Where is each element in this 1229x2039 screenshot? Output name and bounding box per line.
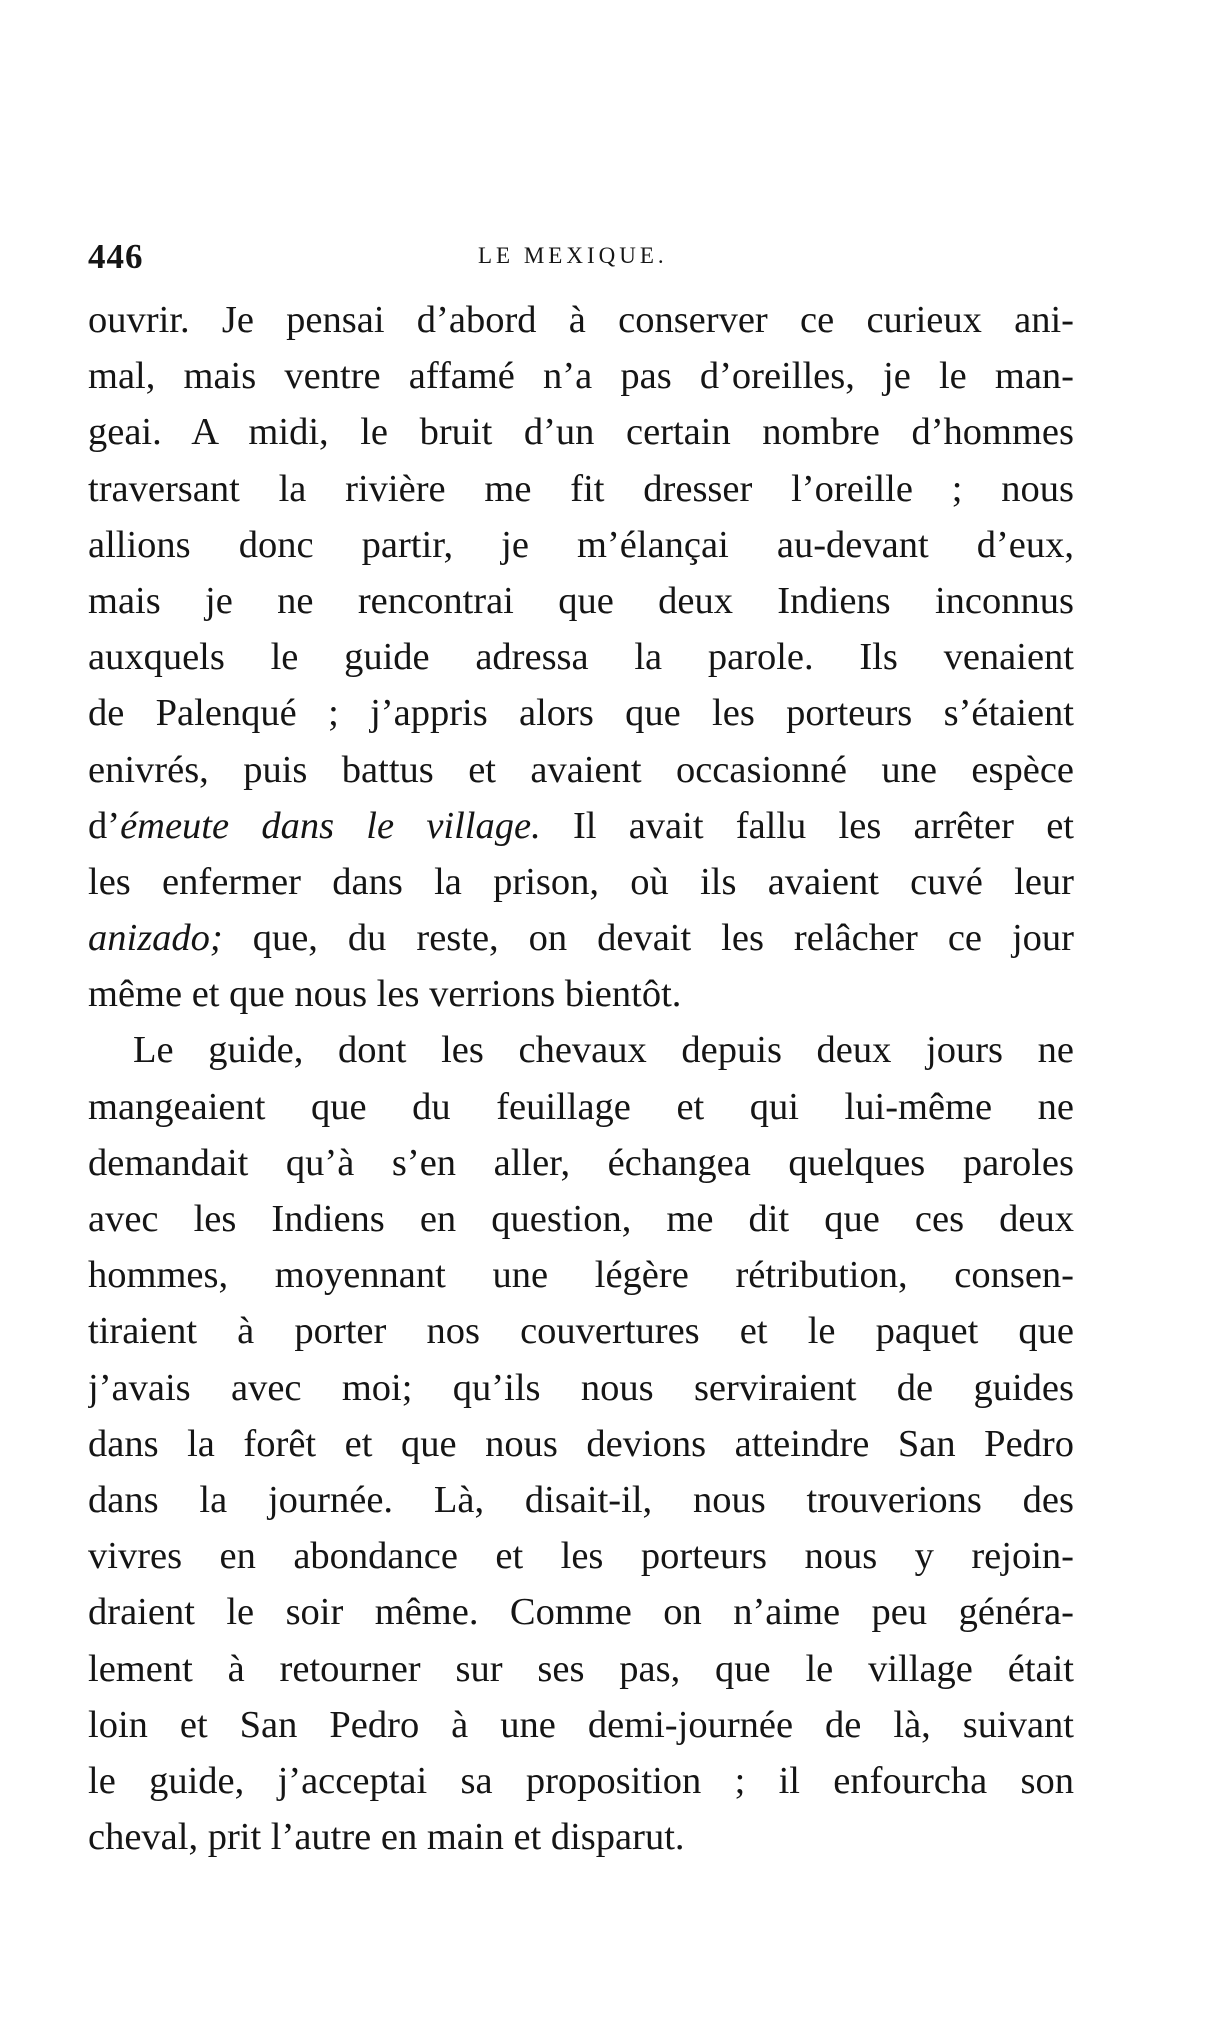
text-line: mais je ne rencontrai que deux Indiens inconnus — [88, 579, 1074, 622]
text-line: demandait qu’à s’en aller, échangea quelques paroles — [88, 1141, 1074, 1184]
text-line: d’émeute dans le village. Il avait fallu les arrêter et — [88, 804, 1074, 847]
text-line: draient le soir même. Comme on n’aime peu généra- — [88, 1591, 1074, 1634]
text-line: le guide, j’acceptai sa proposition ; il enfourcha son — [88, 1759, 1074, 1802]
text-line: vivres en abondance et les porteurs nous y rejoin- — [88, 1535, 1074, 1578]
text-line: loin et San Pedro à une demi-journée de là, suivant — [88, 1703, 1074, 1746]
text-line: enivrés, puis battus et avaient occasionné une espèce — [88, 748, 1074, 791]
paragraph — [88, 1022, 1074, 1865]
text-line: même et que nous les verrions bientôt. — [88, 973, 682, 1016]
text-line: cheval, prit l’autre en main et disparut. — [88, 1816, 685, 1859]
running-title: LE MEXIQUE. — [478, 243, 668, 268]
page-number: 446 — [88, 237, 144, 276]
body-text — [88, 292, 1074, 1865]
text-line: allions donc partir, je m’élançai au-devant d’eux, — [88, 523, 1074, 566]
text-line: tiraient à porter nos couvertures et le paquet que — [88, 1310, 1074, 1353]
emphasis: émeute dans le village. — [120, 804, 541, 847]
text-line: de Palenqué ; j’appris alors que les porteurs s’étaient — [88, 692, 1074, 735]
running-head — [88, 237, 1074, 277]
text-line: Le guide, dont les chevaux depuis deux jours ne — [133, 1029, 1074, 1072]
text-line: auxquels le guide adressa la parole. Ils venaient — [88, 636, 1074, 679]
paragraph — [88, 292, 1074, 1022]
text-line: lement à retourner sur ses pas, que le village était — [88, 1647, 1074, 1690]
text-line: dans la forêt et que nous devions atteindre San Pedro — [88, 1422, 1074, 1465]
text-line: avec les Indiens en question, me dit que ces deux — [88, 1198, 1074, 1240]
text-line: geai. A midi, le bruit d’un certain nombre d’hommes — [88, 411, 1074, 454]
text-line: j’avais avec moi; qu’ils nous serviraient de guides — [88, 1366, 1074, 1409]
emphasis: anizado; — [88, 917, 223, 960]
text-line: ouvrir. Je pensai d’abord à conserver ce curieux ani- — [88, 299, 1074, 341]
text-line: anizado; que, du reste, on devait les relâcher ce jour — [88, 917, 1074, 960]
text-line: mal, mais ventre affamé n’a pas d’oreilles, je le man- — [88, 355, 1074, 398]
text-line: les enfermer dans la prison, où ils avaient cuvé leur — [88, 860, 1074, 903]
text-line: mangeaient que du feuillage et qui lui-même ne — [88, 1085, 1074, 1128]
text-line: dans la journée. Là, disait-il, nous trouverions des — [88, 1478, 1074, 1521]
text-line: hommes, moyennant une légère rétribution, consen- — [88, 1254, 1074, 1297]
text-line: traversant la rivière me fit dresser l’oreille ; nous — [88, 467, 1074, 510]
